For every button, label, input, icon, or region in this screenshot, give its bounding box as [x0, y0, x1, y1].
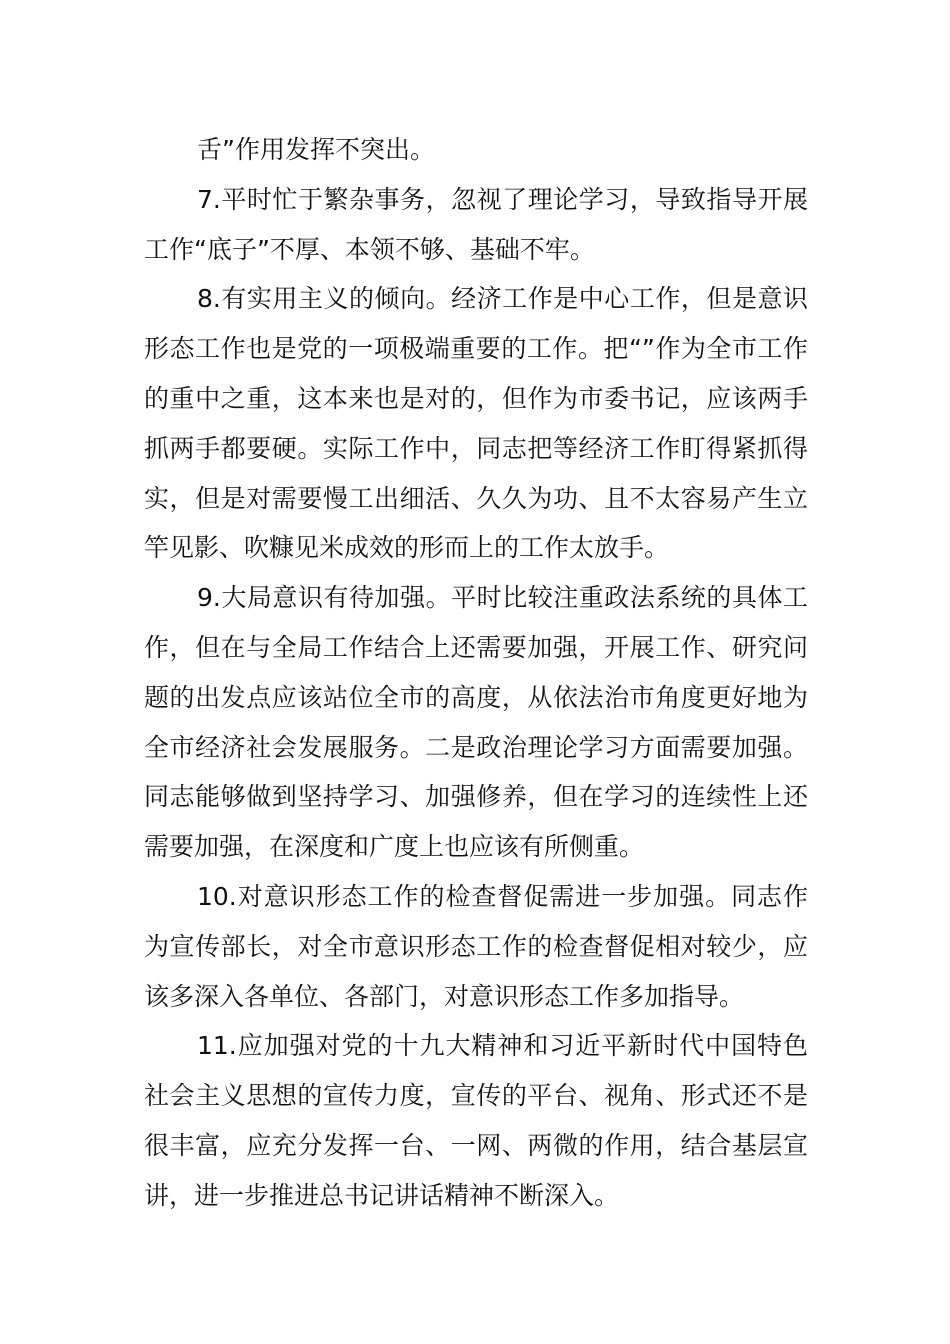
paragraph-item-7: 7.平时忙于繁杂事务，忽视了理论学习，导致指导开展工作“底子”不厚、本领不够、基础不牢。 — [144, 184, 808, 264]
paragraph-continuation: 舌”作用发挥不突出。 — [197, 135, 435, 164]
paragraph-item-10: 10.对意识形态工作的检查督促需进一步加强。同志作为宣传部长，对全市意识形态工作的检查督促相对较少，应该多深入各单位、各部门，对意识形态工作多加指导。 — [144, 881, 808, 1011]
paragraph-item-8: 8.有实用主义的倾向。经济工作是中心工作，但是意识形态工作也是党的一项极端重要的工作。把“”作为全市工作的重中之重，这本来也是对的，但作为市委书记，应该两手抓两手都要硬。实际工作中，同志把等经济工作盯得紧抓得实，但是对需要慢工出细活、久久为功、且不太容易产生立竿见影、吹糠见米成效的形而上的工作太放手。 — [144, 284, 808, 563]
document-body — [144, 125, 808, 1221]
paragraph-item-9: 9.大局意识有待加强。平时比较注重政法系统的具体工作，但在与全局工作结合上还需要加强，开展工作、研究问题的出发点应该站位全市的高度，从依法治市角度更好地为全市经济社会发展服务。二是政治理论学习方面需要加强。同志能够做到坚持学习、加强修养，但在学习的连续性上还需要加强，在深度和广度上也应该有所侧重。 — [144, 583, 808, 862]
paragraph-item-11: 11.应加强对党的十九大精神和习近平新时代中国特色社会主义思想的宣传力度，宣传的平台、视角、形式还不是很丰富，应充分发挥一台、一网、两微的作用，结合基层宣讲，进一步推进总书记讲话精神不断深入。 — [144, 1031, 808, 1210]
